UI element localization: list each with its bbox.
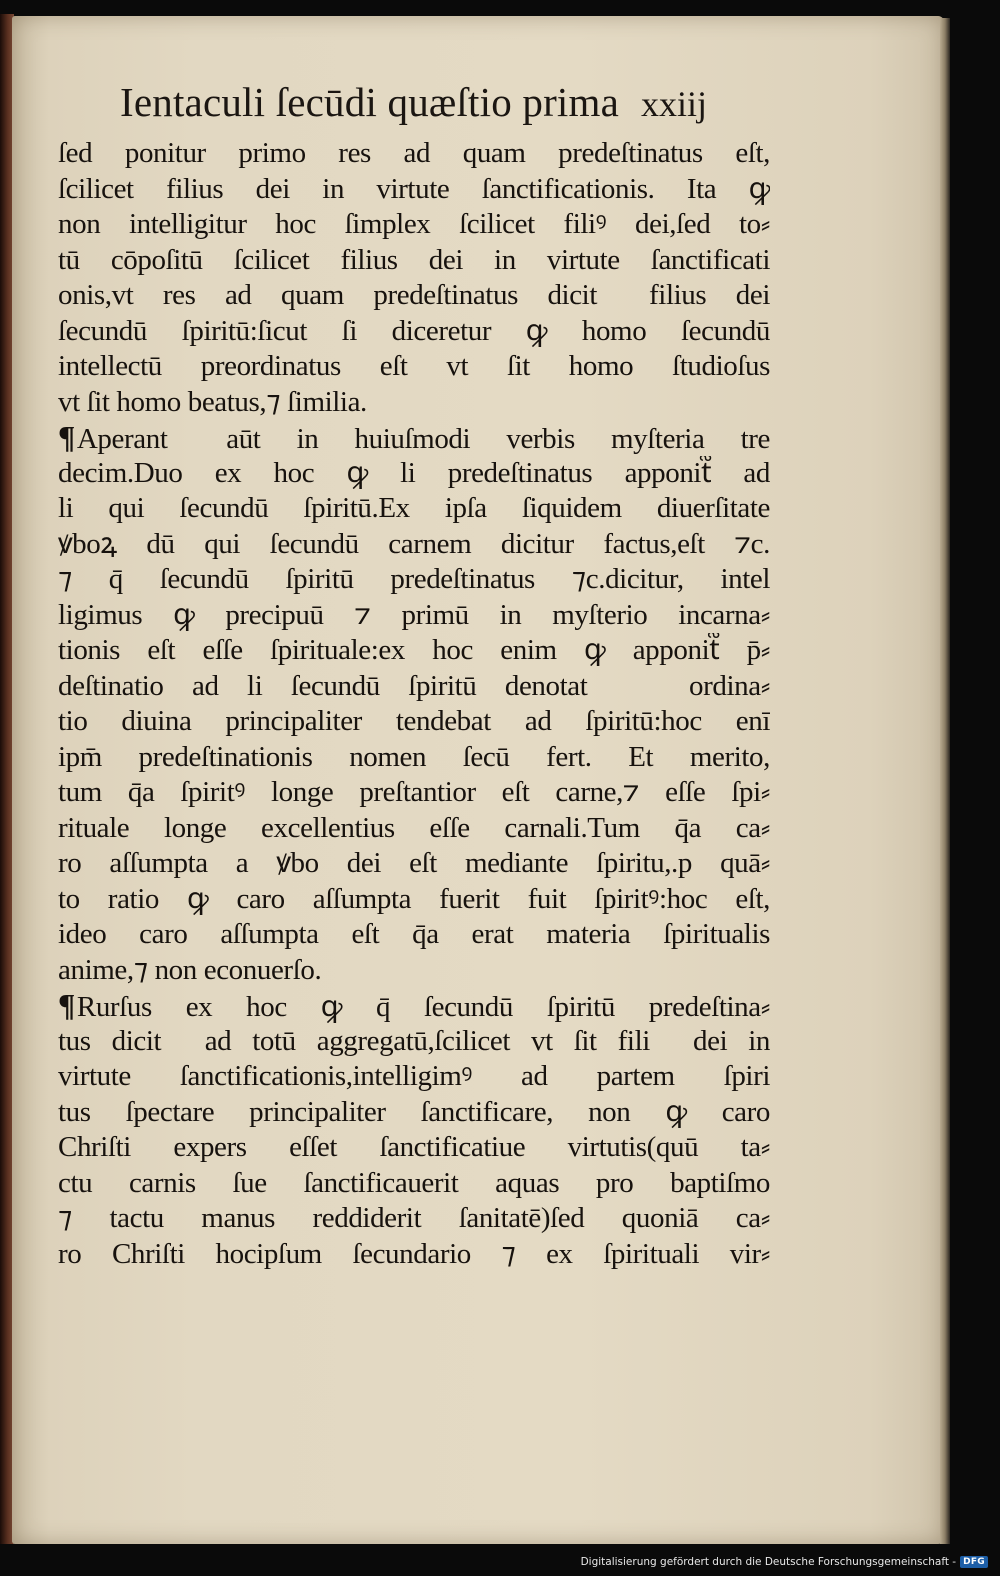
line-text: li qui ſecundū ſpiritū.Ex ipſa ſiquidem diuerſitate	[58, 492, 770, 524]
text-block	[58, 136, 770, 1272]
line-text: to ratio ꝙ caro aſſumpta fuerit fuit ſpiritꝰ:hoc eſt,	[58, 882, 770, 915]
text-line	[58, 633, 770, 669]
text-line	[58, 562, 770, 598]
paragraph-start-line	[58, 988, 770, 1024]
text-line	[58, 953, 770, 989]
line-text: ro Chriſti hocipſum ſecundario ⁊ ex ſpirituali vir⸗	[58, 1237, 770, 1270]
text-line	[58, 278, 770, 314]
running-head-title: Ientaculi ſecūdi quæſtio prima	[120, 79, 620, 125]
line-text: Aperant᷑ aūt in huiuſmodi verbis myſteria tre	[76, 423, 770, 455]
line-text: ⁊ tactu manus reddiderit ſanitatē)ſed quoniā ca⸗	[58, 1202, 770, 1234]
text-line	[58, 1095, 770, 1131]
text-line	[58, 811, 770, 847]
footer-credit	[580, 1552, 988, 1572]
line-text: tus dicit᷑ ad totū aggregatū,ſcilicet vt ſit filiꝰ dei in	[58, 1024, 770, 1057]
page-right-edge	[940, 18, 950, 1544]
line-text: ſcilicet filius dei in virtute ſanctificationis. Ita ꝙ	[58, 172, 770, 205]
text-line	[58, 385, 770, 421]
line-text: tum q̄a ſpiritꝰ longe preſtantior eſt carne,⁊ eſſe ſpi⸗	[58, 776, 770, 808]
folio-number: xxiij	[641, 84, 708, 124]
text-line	[58, 1024, 770, 1060]
line-text: virtute ſanctificationis,intelligimꝰ ad partem ſpiri	[58, 1060, 770, 1092]
text-line	[58, 456, 770, 492]
line-text: ligimus ꝙ precipuū ⁊ primū in myſterio incarna⸗	[58, 598, 770, 631]
text-line	[58, 243, 770, 279]
line-text: ſed ponitur primo res ad quam predeſtinatus eſt,	[58, 137, 770, 169]
line-text: tio diuina principaliter tendebat ad ſpiritū:hoc enī	[58, 705, 770, 737]
footer-credit-text: Digitalisierung gefördert durch die Deutsche Forschungsgemeinschaft -	[580, 1556, 957, 1568]
line-text: ctu carnis ſue ſanctificauerit aquas pro baptiſmo	[58, 1166, 770, 1199]
text-line	[58, 775, 770, 811]
text-line	[58, 740, 770, 776]
text-line	[58, 598, 770, 634]
pilcrow-icon: ¶	[58, 988, 75, 1023]
line-text: ꝟboꝝ dū qui ſecundū carnem dicitur factus,eſt ⁊c.	[58, 527, 770, 560]
text-line	[58, 314, 770, 350]
line-text: ſecundū ſpiritū:ſicut ſi diceretur ꝙ homo ſecundū	[58, 314, 770, 347]
paragraph-start-line	[58, 420, 770, 456]
text-line	[58, 1201, 770, 1237]
dfg-logo: DFG	[960, 1556, 988, 1568]
text-line	[58, 704, 770, 740]
line-text: rituale longe excellentius eſſe carnali.Tum q̄a ca⸗	[58, 811, 770, 844]
line-text: ro aſſumpta a ꝟbo dei eſt mediante ſpiritu,.p quā⸗	[58, 847, 770, 879]
text-line	[58, 917, 770, 953]
text-line	[58, 1166, 770, 1202]
text-line	[58, 1130, 770, 1166]
line-text: tus ſpectare principaliter ſanctificare, non ꝙ caro	[58, 1095, 770, 1128]
line-text: deſtinatio ad li ſecundū ſpiritū denotat᷑ ꝙ ordina⸗	[58, 669, 770, 702]
text-line	[58, 172, 770, 208]
line-text: ⁊ q̄ ſecundū ſpiritū predeſtinatus ⁊c.dicitur, intel	[58, 563, 770, 595]
line-text: anime,⁊ non econuerſo.	[58, 953, 322, 986]
pilcrow-icon: ¶	[58, 420, 75, 455]
text-line	[58, 669, 770, 705]
text-line	[58, 491, 770, 527]
line-text: intellectū preordinatus eſt vt ſit homo ſtudioſus	[58, 350, 770, 382]
line-text: onis,vt res ad quam predeſtinatus dicit᷑ filius dei	[58, 279, 770, 311]
text-line	[58, 349, 770, 385]
text-line	[58, 882, 770, 918]
line-text: vt ſit homo beatus,⁊ ſimilia.	[58, 385, 367, 418]
running-head	[120, 78, 770, 136]
line-text: ipm̄ predeſtinationis nomen ſecū fert. Et merito,	[58, 740, 770, 773]
line-text: tū cōpoſitū ſcilicet filius dei in virtute ſanctificati	[58, 243, 770, 276]
text-line	[58, 846, 770, 882]
text-line	[58, 1237, 770, 1273]
text-line	[58, 1059, 770, 1095]
line-text: ideo caro aſſumpta eſt q̄a erat materia ſpiritualis	[58, 918, 770, 950]
text-line	[58, 527, 770, 563]
line-text: decim.Duo ex hoc ꝙ li predeſtinatus apponit᷑ ad	[58, 456, 770, 489]
line-text: tionis eſt eſſe ſpirituale:ex hoc enim ꝙ apponit᷑ p̄⸗	[58, 634, 770, 666]
line-text: Rurſus ex hoc ꝙ q̄ ſecundū ſpiritū predeſtina⸗	[76, 991, 770, 1023]
line-text: non intelligitur hoc ſimplex ſcilicet filiꝰ dei,ſed to⸗	[58, 208, 770, 240]
text-line	[58, 207, 770, 243]
line-text: Chriſti expers eſſet ſanctificatiue virtutis(quū ta⸗	[58, 1131, 770, 1163]
text-line	[58, 136, 770, 172]
